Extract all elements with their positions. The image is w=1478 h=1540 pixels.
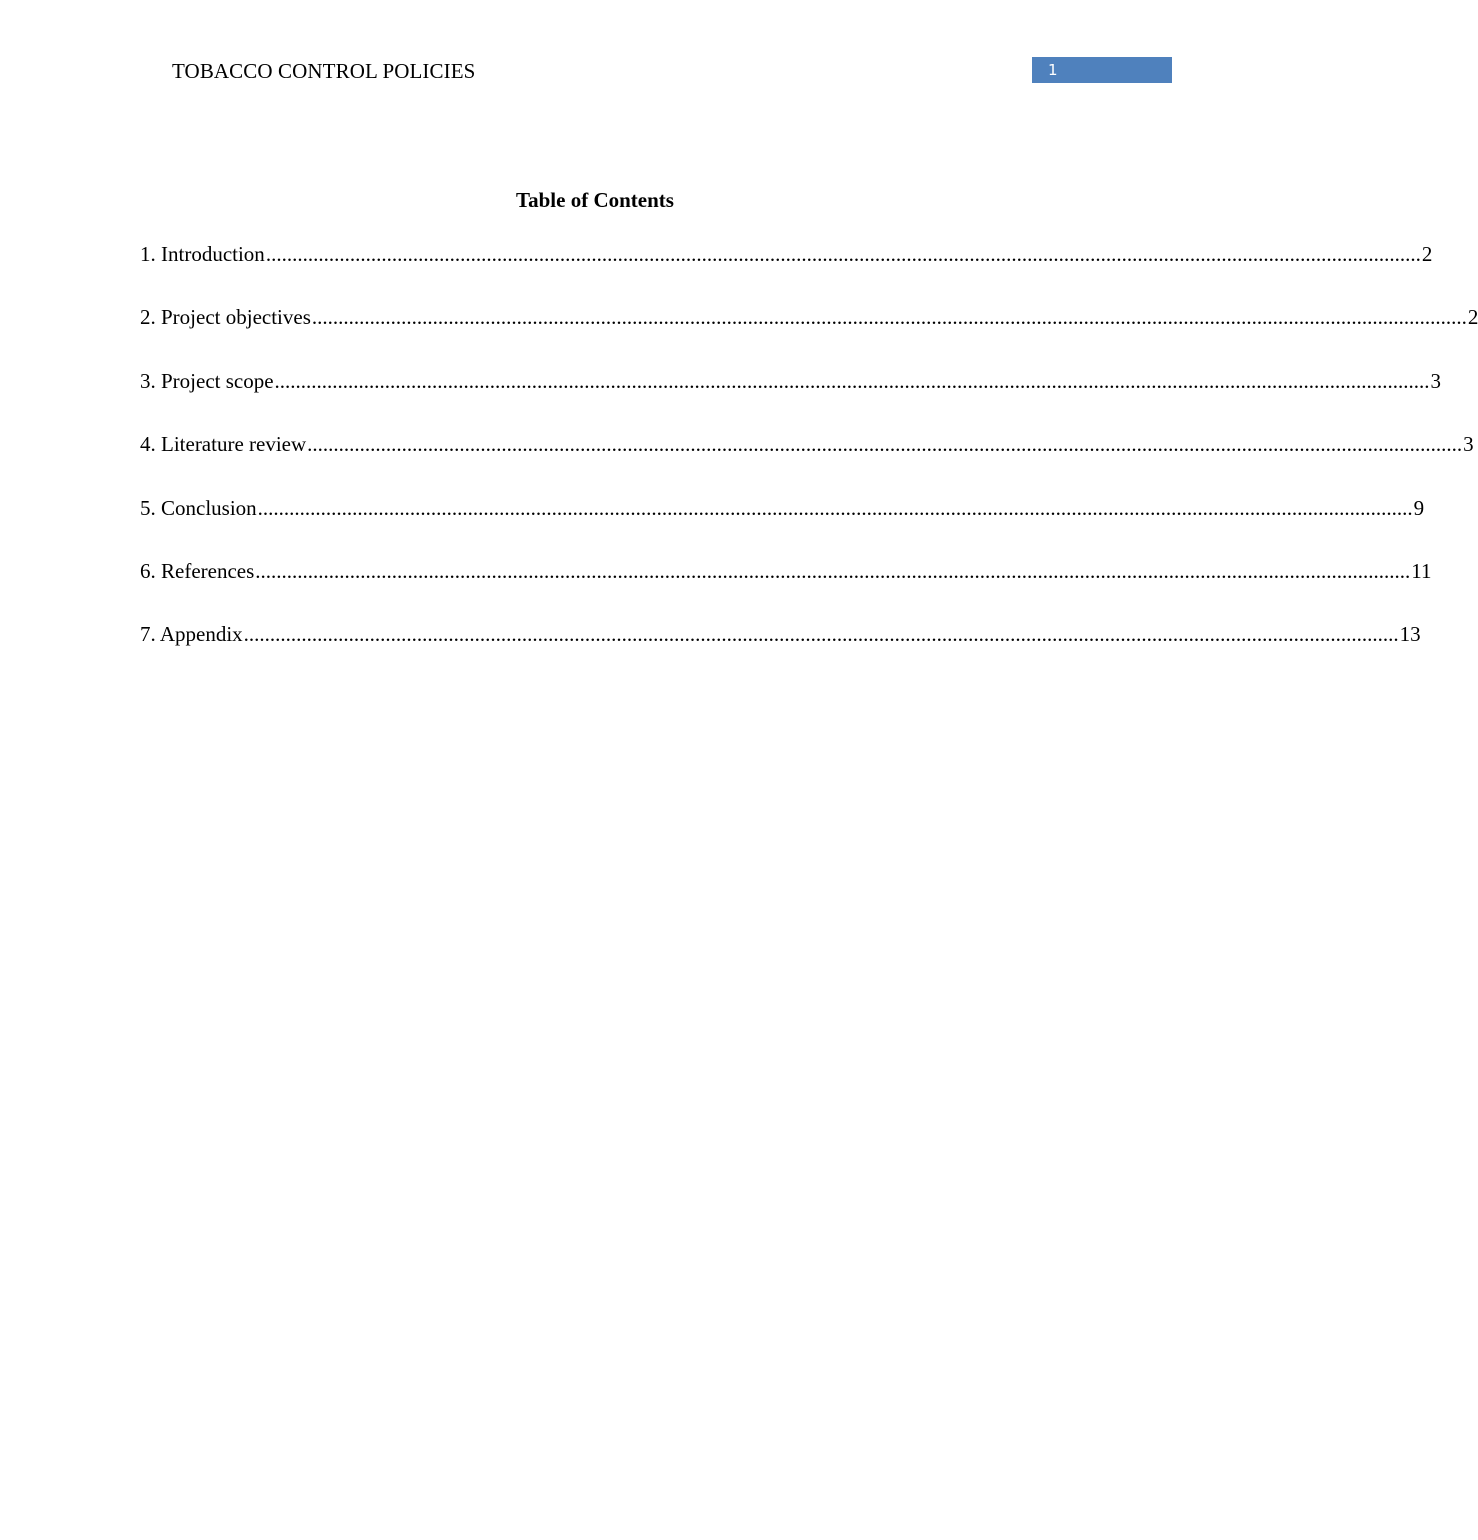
toc-entry-label: 7. Appendix bbox=[140, 622, 243, 647]
toc-entry-label: 2. Project objectives bbox=[140, 305, 311, 330]
toc-entry-page: 3 bbox=[1463, 432, 1474, 457]
toc-list bbox=[140, 240, 1478, 684]
toc-entry-page: 2 bbox=[1421, 242, 1433, 266]
toc-dot-leader: ............................................................................................................................................................................................................................ bbox=[243, 622, 1399, 647]
page-number-badge bbox=[1032, 57, 1172, 83]
toc-entry-label: 3. Project scope bbox=[140, 368, 274, 393]
page-number: 1 bbox=[1048, 61, 1058, 79]
toc-entry-introduction[interactable] bbox=[140, 240, 1433, 303]
toc-entry-project-objectives[interactable] bbox=[140, 303, 1478, 366]
toc-dot-leader: ............................................................................................................................................................................................................................ bbox=[257, 495, 1413, 520]
toc-entry-references[interactable] bbox=[140, 557, 1432, 620]
toc-heading: Table of Contents bbox=[516, 188, 674, 212]
toc-dot-leader: ............................................................................................................................................................................................................................ bbox=[274, 368, 1430, 393]
toc-entry-page: 3 bbox=[1430, 368, 1442, 393]
toc-dot-leader: ............................................................................................................................................................................................................................ bbox=[255, 558, 1411, 583]
toc-entry-label: 6. References bbox=[140, 558, 255, 583]
toc-entry-project-scope[interactable] bbox=[140, 367, 1442, 430]
toc-entry-label: 1. Introduction bbox=[140, 242, 265, 266]
toc-entry-page: 9 bbox=[1413, 495, 1425, 520]
toc-entry-page: 11 bbox=[1411, 558, 1432, 583]
toc-entry-label: 4. Literature review bbox=[140, 432, 307, 457]
toc-dot-leader: ............................................................................................................................................................................................................................ bbox=[265, 242, 1421, 266]
running-header-title: TOBACCO CONTROL POLICIES bbox=[172, 59, 476, 83]
toc-entry-appendix[interactable] bbox=[140, 620, 1421, 683]
toc-entry-page: 13 bbox=[1399, 622, 1421, 647]
toc-dot-leader: ............................................................................................................................................................................................................................ bbox=[311, 305, 1467, 330]
toc-dot-leader: ............................................................................................................................................................................................................................ bbox=[307, 432, 1463, 457]
toc-entry-literature-review[interactable] bbox=[140, 430, 1474, 493]
toc-entry-label: 5. Conclusion bbox=[140, 495, 257, 520]
toc-entry-conclusion[interactable] bbox=[140, 494, 1425, 557]
toc-entry-page: 2 bbox=[1467, 305, 1478, 330]
